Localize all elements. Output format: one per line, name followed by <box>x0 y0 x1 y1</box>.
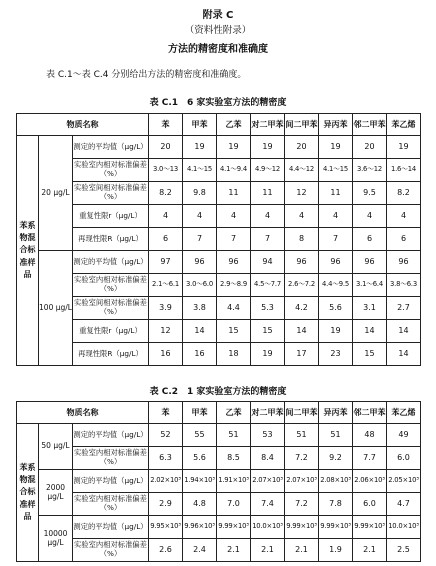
value-cell: 2.1 <box>217 539 251 562</box>
table-row <box>17 516 421 539</box>
table-row <box>17 159 421 182</box>
row-label-cell: 测定的平均值（μg/L） <box>73 516 149 539</box>
value-cell: 19 <box>251 343 285 366</box>
value-cell: 2.9～8.9 <box>217 274 251 297</box>
value-cell: 6 <box>149 228 183 251</box>
row-label-cell: 实验室内相对标准偏差（%） <box>73 447 149 470</box>
value-cell: 9.8 <box>183 182 217 205</box>
table1-caption: 表 C.1 6 家实验室方法的精密度 <box>149 98 287 108</box>
row-label-cell: 实验室内相对标准偏差（%） <box>73 539 149 562</box>
value-cell: 19 <box>319 320 353 343</box>
value-cell: 1.91×10³ <box>217 470 251 493</box>
header-cell-compound: 苯乙烯 <box>387 402 421 424</box>
header-cell-compound: 邻二甲苯 <box>353 402 387 424</box>
table-row <box>17 424 421 447</box>
table-row <box>17 228 421 251</box>
header-cell-compound: 异丙苯 <box>319 402 353 424</box>
value-cell: 12 <box>149 320 183 343</box>
header-cell-compound: 乙苯 <box>217 402 251 424</box>
value-cell: 10.0×10³ <box>387 516 421 539</box>
value-cell: 11 <box>217 182 251 205</box>
value-cell: 7 <box>183 228 217 251</box>
value-cell: 4 <box>285 205 319 228</box>
value-cell: 4.7 <box>387 493 421 516</box>
value-cell: 9.99×10³ <box>285 516 319 539</box>
value-cell: 3.8 <box>183 297 217 320</box>
value-cell: 1.6～14 <box>387 159 421 182</box>
value-cell: 4.9～12 <box>251 159 285 182</box>
row-label-cell: 实验室间相对标准偏差（%） <box>73 182 149 205</box>
value-cell: 8.5 <box>217 447 251 470</box>
value-cell: 2.4 <box>183 539 217 562</box>
row-label-cell: 再现性限R（μg/L） <box>73 228 149 251</box>
concentration-cell: 100 μg/L <box>39 251 73 366</box>
concentration-cell: 10000 μg/L <box>39 516 73 562</box>
header-cell-compound: 邻二甲苯 <box>353 114 387 136</box>
value-cell: 2.05×10³ <box>387 470 421 493</box>
appendix-label: 附录 C <box>202 10 234 21</box>
value-cell: 4 <box>149 205 183 228</box>
value-cell: 19 <box>217 136 251 159</box>
header-cell-substance: 物质名称 <box>17 114 149 136</box>
value-cell: 2.07×10³ <box>285 470 319 493</box>
value-cell: 15 <box>217 320 251 343</box>
header-cell-compound: 异丙苯 <box>319 114 353 136</box>
group-label-cell: 苯系物混合标准样品 <box>17 424 39 562</box>
value-cell: 4.8 <box>183 493 217 516</box>
value-cell: 5.6 <box>319 297 353 320</box>
value-cell: 16 <box>183 343 217 366</box>
value-cell: 7.8 <box>319 493 353 516</box>
row-label-cell: 测定的平均值（μg/L） <box>73 424 149 447</box>
value-cell: 15 <box>353 343 387 366</box>
table-row <box>17 447 421 470</box>
value-cell: 6.0 <box>387 447 421 470</box>
value-cell: 7.7 <box>353 447 387 470</box>
value-cell: 11 <box>251 182 285 205</box>
header-cell-compound: 苯 <box>149 402 183 424</box>
table-row <box>17 343 421 366</box>
row-label-cell: 测定的平均值（μg/L） <box>73 251 149 274</box>
table-row <box>17 493 421 516</box>
row-label-cell: 再现性限R（μg/L） <box>73 343 149 366</box>
row-label-cell: 实验室内相对标准偏差（%） <box>73 159 149 182</box>
row-label-cell: 测定的平均值（μg/L） <box>73 470 149 493</box>
value-cell: 19 <box>319 136 353 159</box>
value-cell: 2.1 <box>353 539 387 562</box>
value-cell: 17 <box>285 343 319 366</box>
value-cell: 2.1 <box>285 539 319 562</box>
value-cell: 19 <box>387 136 421 159</box>
value-cell: 4.1～15 <box>183 159 217 182</box>
value-cell: 4.2 <box>285 297 319 320</box>
value-cell: 9.99×10³ <box>353 516 387 539</box>
value-cell: 52 <box>149 424 183 447</box>
value-cell: 55 <box>183 424 217 447</box>
row-label-cell: 测定的平均值（μg/L） <box>73 136 149 159</box>
value-cell: 96 <box>319 251 353 274</box>
value-cell: 96 <box>353 251 387 274</box>
table-row <box>17 274 421 297</box>
table-row <box>17 182 421 205</box>
value-cell: 2.5 <box>387 539 421 562</box>
value-cell: 6.0 <box>353 493 387 516</box>
value-cell: 2.08×10³ <box>319 470 353 493</box>
value-cell: 7.2 <box>285 447 319 470</box>
header-cell-compound: 间二甲苯 <box>285 114 319 136</box>
value-cell: 9.96×10³ <box>183 516 217 539</box>
table-row <box>17 297 421 320</box>
table-row <box>17 205 421 228</box>
value-cell: 14 <box>387 343 421 366</box>
header-cell-compound: 甲苯 <box>183 402 217 424</box>
value-cell: 14 <box>183 320 217 343</box>
appendix-title: 方法的精密度和准确度 <box>168 44 268 55</box>
group-label-cell: 苯系物混合标准样品 <box>17 136 39 366</box>
value-cell: 2.6 <box>149 539 183 562</box>
row-label-cell: 实验室内相对标准偏差（%） <box>73 274 149 297</box>
row-label-cell: 重复性限r（μg/L） <box>73 205 149 228</box>
concentration-cell: 50 μg/L <box>39 424 73 470</box>
value-cell: 9.99×10³ <box>319 516 353 539</box>
value-cell: 19 <box>251 136 285 159</box>
value-cell: 2.6～7.2 <box>285 274 319 297</box>
row-label-cell: 实验室内相对标准偏差（%） <box>73 493 149 516</box>
value-cell: 9.2 <box>319 447 353 470</box>
table2-caption: 表 C.2 1 家实验室方法的精密度 <box>149 387 287 397</box>
value-cell: 20 <box>285 136 319 159</box>
table-header-row <box>17 114 421 136</box>
header-cell-compound: 间二甲苯 <box>285 402 319 424</box>
value-cell: 3.1 <box>353 297 387 320</box>
value-cell: 51 <box>217 424 251 447</box>
value-cell: 51 <box>319 424 353 447</box>
value-cell: 14 <box>353 320 387 343</box>
row-label-cell: 实验室间相对标准偏差（%） <box>73 297 149 320</box>
value-cell: 94 <box>251 251 285 274</box>
header-cell-compound: 乙苯 <box>217 114 251 136</box>
header-cell-compound: 苯 <box>149 114 183 136</box>
value-cell: 4 <box>183 205 217 228</box>
table-row <box>17 470 421 493</box>
value-cell: 3.8～6.3 <box>387 274 421 297</box>
value-cell: 2.07×10³ <box>251 470 285 493</box>
value-cell: 3.0～6.0 <box>183 274 217 297</box>
table-row <box>17 136 421 159</box>
value-cell: 10.0×10³ <box>251 516 285 539</box>
value-cell: 2.1 <box>251 539 285 562</box>
value-cell: 7 <box>217 228 251 251</box>
concentration-cell: 2000 μg/L <box>39 470 73 516</box>
value-cell: 2.06×10³ <box>353 470 387 493</box>
header-cell-compound: 甲苯 <box>183 114 217 136</box>
value-cell: 9.5 <box>353 182 387 205</box>
value-cell: 53 <box>251 424 285 447</box>
value-cell: 4.1～9.4 <box>217 159 251 182</box>
value-cell: 4 <box>319 205 353 228</box>
concentration-cell: 20 μg/L <box>39 136 73 251</box>
value-cell: 4.4 <box>217 297 251 320</box>
value-cell: 4.4～12 <box>285 159 319 182</box>
value-cell: 2.1～6.1 <box>149 274 183 297</box>
value-cell: 2.02×10³ <box>149 470 183 493</box>
value-cell: 6 <box>353 228 387 251</box>
value-cell: 14 <box>285 320 319 343</box>
row-label-cell: 重复性限r（μg/L） <box>73 320 149 343</box>
value-cell: 4.1～15 <box>319 159 353 182</box>
value-cell: 12 <box>285 182 319 205</box>
value-cell: 8 <box>285 228 319 251</box>
value-cell: 4 <box>387 205 421 228</box>
value-cell: 3.0～13 <box>149 159 183 182</box>
value-cell: 7.2 <box>285 493 319 516</box>
value-cell: 9.99×10³ <box>217 516 251 539</box>
value-cell: 6.3 <box>149 447 183 470</box>
value-cell: 20 <box>353 136 387 159</box>
header-cell-substance: 物质名称 <box>17 402 149 424</box>
value-cell: 7.4 <box>251 493 285 516</box>
value-cell: 9.95×10³ <box>149 516 183 539</box>
value-cell: 7 <box>319 228 353 251</box>
value-cell: 8.4 <box>251 447 285 470</box>
value-cell: 15 <box>251 320 285 343</box>
intro-text: 表 C.1～表 C.4 分别给出方法的精密度和准确度。 <box>46 70 247 80</box>
value-cell: 4.5～7.7 <box>251 274 285 297</box>
value-cell: 96 <box>217 251 251 274</box>
table-header-row <box>17 402 421 424</box>
value-cell: 5.3 <box>251 297 285 320</box>
value-cell: 51 <box>285 424 319 447</box>
value-cell: 97 <box>149 251 183 274</box>
table-row <box>17 539 421 562</box>
value-cell: 3.6～12 <box>353 159 387 182</box>
value-cell: 4 <box>353 205 387 228</box>
value-cell: 20 <box>149 136 183 159</box>
precision-table-one-lab <box>16 401 421 562</box>
value-cell: 3.9 <box>149 297 183 320</box>
value-cell: 7.0 <box>217 493 251 516</box>
value-cell: 8.2 <box>149 182 183 205</box>
value-cell: 23 <box>319 343 353 366</box>
value-cell: 11 <box>319 182 353 205</box>
value-cell: 96 <box>183 251 217 274</box>
value-cell: 4 <box>251 205 285 228</box>
value-cell: 19 <box>183 136 217 159</box>
table-row <box>17 251 421 274</box>
value-cell: 6 <box>387 228 421 251</box>
header-cell-compound: 对二甲苯 <box>251 402 285 424</box>
value-cell: 4.4～9.5 <box>319 274 353 297</box>
value-cell: 18 <box>217 343 251 366</box>
header-cell-compound: 对二甲苯 <box>251 114 285 136</box>
value-cell: 1.94×10³ <box>183 470 217 493</box>
value-cell: 2.7 <box>387 297 421 320</box>
value-cell: 8.2 <box>387 182 421 205</box>
header-cell-compound: 苯乙烯 <box>387 114 421 136</box>
value-cell: 49 <box>387 424 421 447</box>
value-cell: 5.6 <box>183 447 217 470</box>
value-cell: 2.9 <box>149 493 183 516</box>
value-cell: 16 <box>149 343 183 366</box>
value-cell: 48 <box>353 424 387 447</box>
value-cell: 96 <box>387 251 421 274</box>
value-cell: 3.1～6.4 <box>353 274 387 297</box>
precision-table-six-labs <box>16 113 421 366</box>
value-cell: 1.9 <box>319 539 353 562</box>
appendix-note: （资料性附录） <box>184 25 252 36</box>
value-cell: 4 <box>217 205 251 228</box>
value-cell: 7 <box>251 228 285 251</box>
value-cell: 96 <box>285 251 319 274</box>
table-row <box>17 320 421 343</box>
value-cell: 14 <box>387 320 421 343</box>
